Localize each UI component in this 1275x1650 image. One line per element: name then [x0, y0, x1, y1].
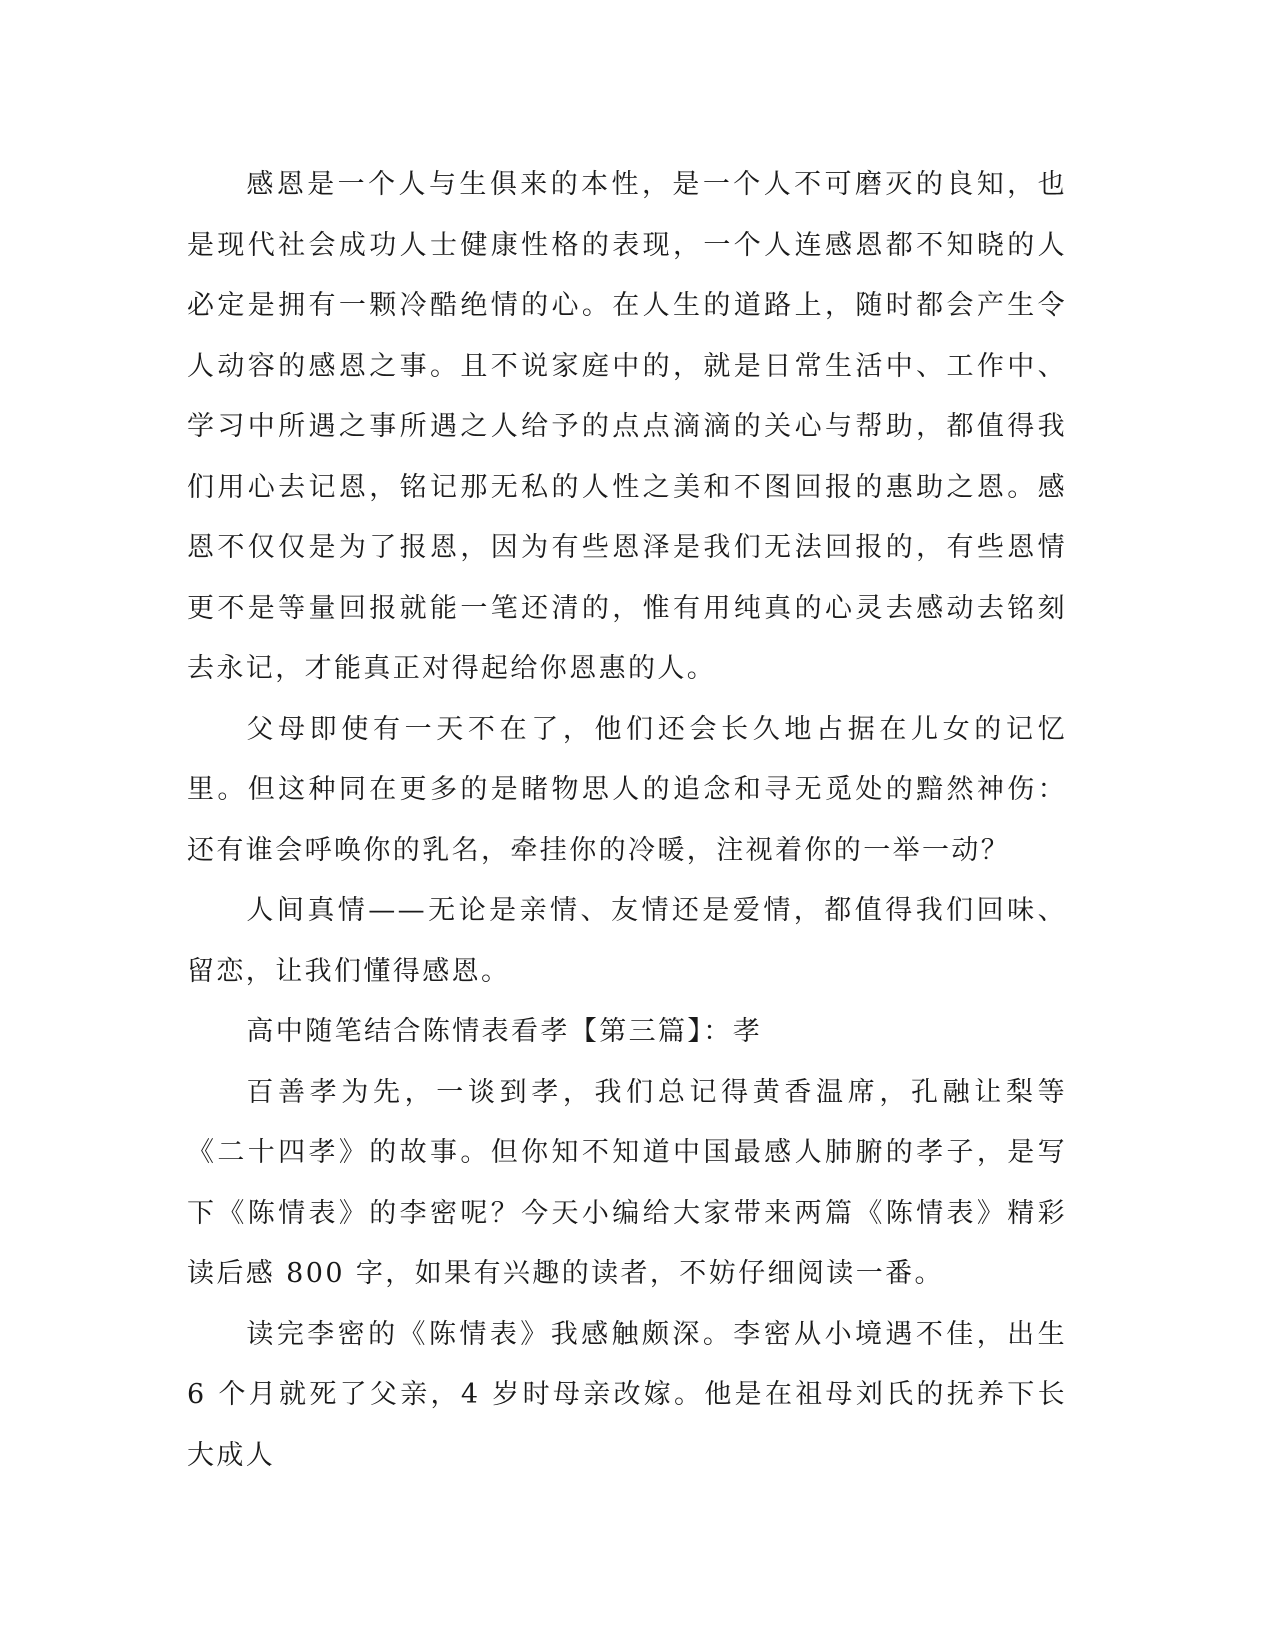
paragraph-parents: 父母即使有一天不在了，他们还会长久地占据在儿女的记忆里。但这种同在更多的是睹物思人的追念和寻无觅处的黯然神伤：还有谁会呼唤你的乳名，牵挂你的冷暖，注视着你的一举一动？: [187, 713, 1067, 866]
paragraph-gratitude: 感恩是一个人与生俱来的本性，是一个人不可磨灭的良知，也是现代社会成功人士健康性格的表现，一个人连感恩都不知晓的人必定是拥有一颗冷酷绝情的心。在人生的道路上，随时都会产生令人动容的感恩之事。且不说家庭中的，就是日常生活中、工作中、学习中所遇之事所遇之人给予的点点滴滴的关心与帮助，都值得我们用心去记恩，铭记那无私的人性之美和不图回报的惠助之恩。感恩不仅仅是为了报恩，因为有些恩泽是我们无法回报的，有些恩情更不是等量回报就能一笔还清的，惟有用纯真的心灵去感动去铭刻去永记，才能真正对得起给你恩惠的人。: [187, 169, 1067, 684]
paragraph-true-love: 人间真情——无论是亲情、友情还是爱情，都值得我们回味、留恋，让我们懂得感恩。: [187, 895, 1067, 987]
paragraph-li-mi: 读完李密的《陈情表》我感触颇深。李密从小境遇不佳，出生 6 个月就死了父亲，4 岁时母亲改嫁。他是在祖母刘氏的抚养下长大成人: [187, 1318, 1067, 1471]
document-body: [187, 155, 1067, 1486]
paragraph-filial-intro: 百善孝为先，一谈到孝，我们总记得黄香温席，孔融让梨等《二十四孝》的故事。但你知不知道中国最感人肺腑的孝子，是写下《陈情表》的李密呢？今天小编给大家带来两篇《陈情表》精彩读后感 800 字，如果有兴趣的读者，不妨仔细阅读一番。: [187, 1076, 1067, 1289]
section-heading: 高中随笔结合陈情表看孝【第三篇】：孝: [246, 1016, 763, 1047]
